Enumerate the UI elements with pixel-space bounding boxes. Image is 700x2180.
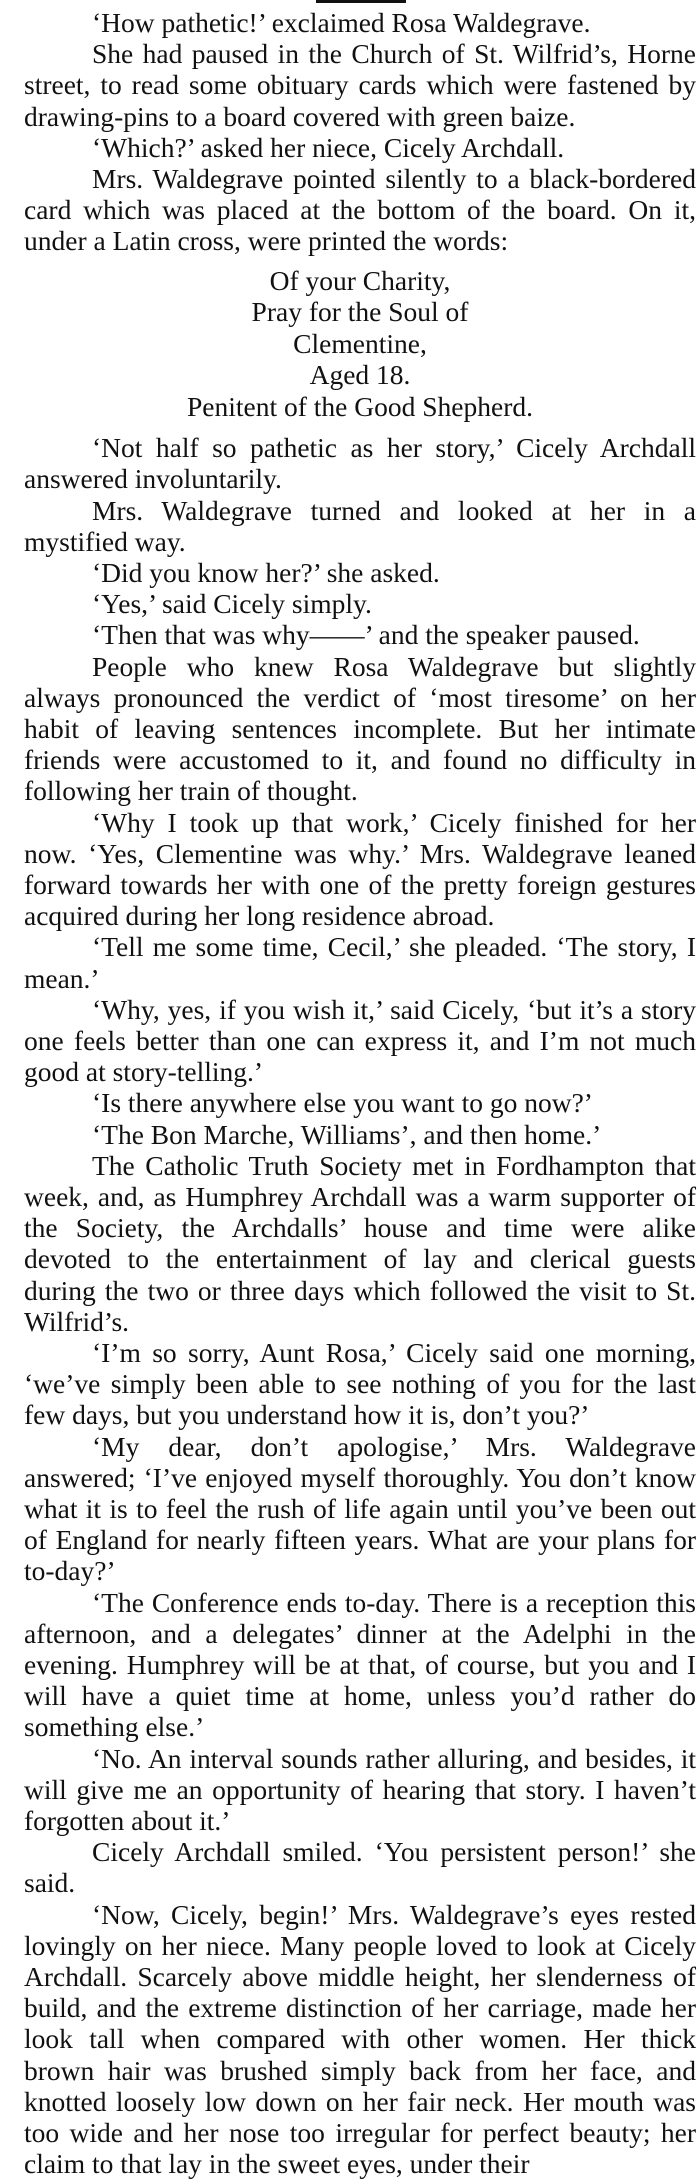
paragraph: ‘My dear, don’t apologise,’ Mrs. Waldegrave answered; ‘I’ve enjoyed myself thoroughly. You don’t know what it is to feel the rush of life again until you’ve been out of England for nearly fifteen years. What are your plans for to-day?’: [24, 1430, 696, 1587]
paragraph: ‘Why I took up that work,’ Cicely finished for her now. ‘Yes, Clementine was why.’ Mrs. Waldegrave leaned forward towards her with one of the pretty foreign gestures acquired during her long residence abroad.: [24, 806, 696, 932]
paragraph: ‘The Conference ends to-day. There is a reception this afternoon, and a delegates’ dinner at the Adelphi in the evening. Humphrey will be at that, of course, but you and I will have a quiet time at home, unless you’d rather do something else.’: [24, 1586, 696, 1743]
paragraph: ‘Is there anywhere else you want to go now?’: [92, 1087, 593, 1119]
top-rule: [316, 0, 406, 3]
notice-line: Clementine,: [293, 327, 427, 359]
paragraph: ‘Now, Cicely, begin!’ Mrs. Waldegrave’s eyes rested lovingly on her niece. Many people loved to look at Cicely Archdall. Scarcely above middle height, her slenderness of build, and the extreme distinction of her carriage, made her look tall when compared with other women. Her thick brown hair was brushed simply back from her face, and knotted loosely low down on her fair neck. Her mouth was too wide and her nose too irregular for perfect beauty; her claim to that lay in the sweet eyes, under their: [24, 1898, 696, 2180]
notice-line: Aged 18.: [309, 359, 411, 391]
paragraph: ‘Which?’ asked her niece, Cicely Archdall.: [92, 131, 565, 163]
story-text: [24, 7, 696, 2180]
paragraph: ‘The Bon Marche, Williams’, and then home.’: [92, 1118, 602, 1150]
paragraph: Mrs. Waldegrave turned and looked at her in a mystified way.: [24, 494, 696, 557]
paragraph: Cicely Archdall smiled. ‘You persistent person!’ she said.: [24, 1836, 696, 1899]
obituary-card-text: [24, 265, 696, 423]
paragraph: ‘Yes,’ said Cicely simply.: [92, 588, 372, 620]
paragraph: The Catholic Truth Society met in Fordhampton that week, and, as Humphrey Archdall was a warm supporter of the Society, the Archdalls’ house and time were alike devoted to the entertainment of lay and clerical guests during the two or three days which followed the visit to St. Wilfrid’s.: [24, 1149, 696, 1337]
notice-line: Pray for the Soul of: [251, 296, 469, 328]
paragraph: ‘Tell me some time, Cecil,’ she pleaded. ‘The story, I mean.’: [24, 931, 696, 994]
notice-line: Penitent of the Good Shepherd.: [187, 390, 533, 422]
paragraph: ‘Then that was why——’ and the speaker paused.: [92, 619, 640, 651]
paragraph: ‘No. An interval sounds rather alluring, and besides, it will give me an opportunity of hearing that story. I haven’t forgotten about it.’: [24, 1742, 696, 1837]
paragraph: She had paused in the Church of St. Wilfrid’s, Horne street, to read some obituary cards which were fastened by drawing-pins to a board covered with green baize.: [24, 38, 696, 132]
paragraph: People who knew Rosa Waldegrave but slightly always pronounced the verdict of ‘most tiresome’ on her habit of leaving sentences incomplete. But her intimate friends were accustomed to it, and found no difficulty in following her train of thought.: [24, 650, 696, 807]
paragraph: ‘Not half so pathetic as her story,’ Cicely Archdall answered involuntarily.: [24, 432, 696, 495]
paragraph: Mrs. Waldegrave pointed silently to a black-bordered card which was placed at the bottom of the board. On it, under a Latin cross, were printed the words:: [24, 163, 696, 257]
paragraph: ‘Did you know her?’ she asked.: [92, 556, 440, 588]
paragraph: ‘How pathetic!’ exclaimed Rosa Waldegrave.: [92, 7, 591, 38]
notice-line: Of your Charity,: [269, 264, 451, 296]
paragraph: ‘I’m so sorry, Aunt Rosa,’ Cicely said one morning, ‘we’ve simply been able to see nothing of you for the last few days, but you understand how it is, don’t you?’: [24, 1337, 696, 1431]
paragraph: ‘Why, yes, if you wish it,’ said Cicely, ‘but it’s a story one feels better than one can express it, and I’m not much good at story-telling.’: [24, 993, 696, 1088]
